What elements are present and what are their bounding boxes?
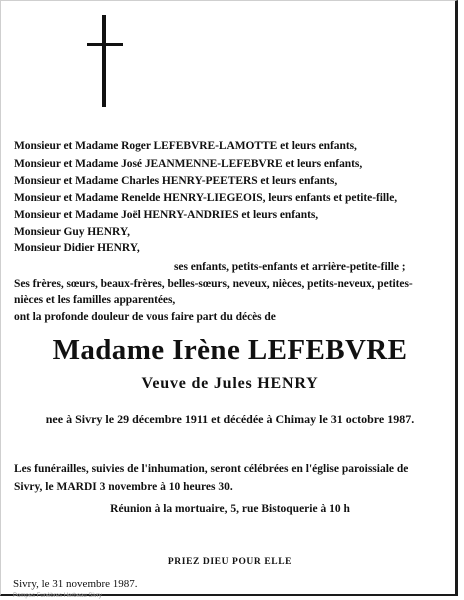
reunion-line: Réunion à la mortuaire, 5, rue Bistoquerie à 10 h — [110, 503, 350, 515]
deceased-name: Madame Irène LEFEBVRE — [52, 334, 408, 366]
siblings-line-1: Ses frères, sœurs, beaux-frères, belles-sœurs, neveux, nièces, petits-neveux, petites- — [14, 278, 413, 290]
place-date: Sivry, le 31 novembre 1987. — [13, 578, 138, 590]
siblings-line-2: nièces et les familles apparentées, — [14, 294, 176, 306]
cross-icon — [87, 15, 123, 107]
prayer-line: PRIEZ DIEU POUR ELLE — [167, 557, 293, 567]
family-line-7: Monsieur Didier HENRY, — [14, 242, 140, 254]
footer-credit: Pompes Funèbres Herbeau Sivry — [13, 593, 102, 599]
funeral-line-1: Les funérailles, suivies de l'inhumation, seront célébrées en l'église paroissiale de — [14, 463, 409, 475]
birth-death-dates: nee à Sivry le 29 décembre 1911 et décédée à Chimay le 31 octobre 1987. — [45, 412, 415, 426]
announce-line: ont la profonde douleur de vous faire part du décès de — [14, 311, 276, 323]
family-line-1: Monsieur et Madame Roger LEFEBVRE-LAMOTTE et leurs enfants, — [14, 140, 357, 152]
family-line-3: Monsieur et Madame Charles HENRY-PEETERS et leurs enfants, — [14, 175, 338, 187]
family-line-5: Monsieur et Madame Joël HENRY-ANDRIES et leurs enfants, — [14, 209, 319, 221]
family-line-4: Monsieur et Madame Renelde HENRY-LIEGEOIS, leurs enfants et petite-fille, — [14, 192, 398, 204]
funeral-line-2: Sivry, le MARDI 3 novembre à 10 heures 30. — [14, 481, 233, 493]
family-line-2: Monsieur et Madame José JEANMENNE-LEFEBVRE et leurs enfants, — [14, 158, 363, 170]
family-line-6: Monsieur Guy HENRY, — [14, 226, 130, 238]
widow-of: Veuve de Jules HENRY — [141, 375, 319, 392]
relations-line: ses enfants, petits-enfants et arrière-petite-fille ; — [174, 261, 406, 273]
